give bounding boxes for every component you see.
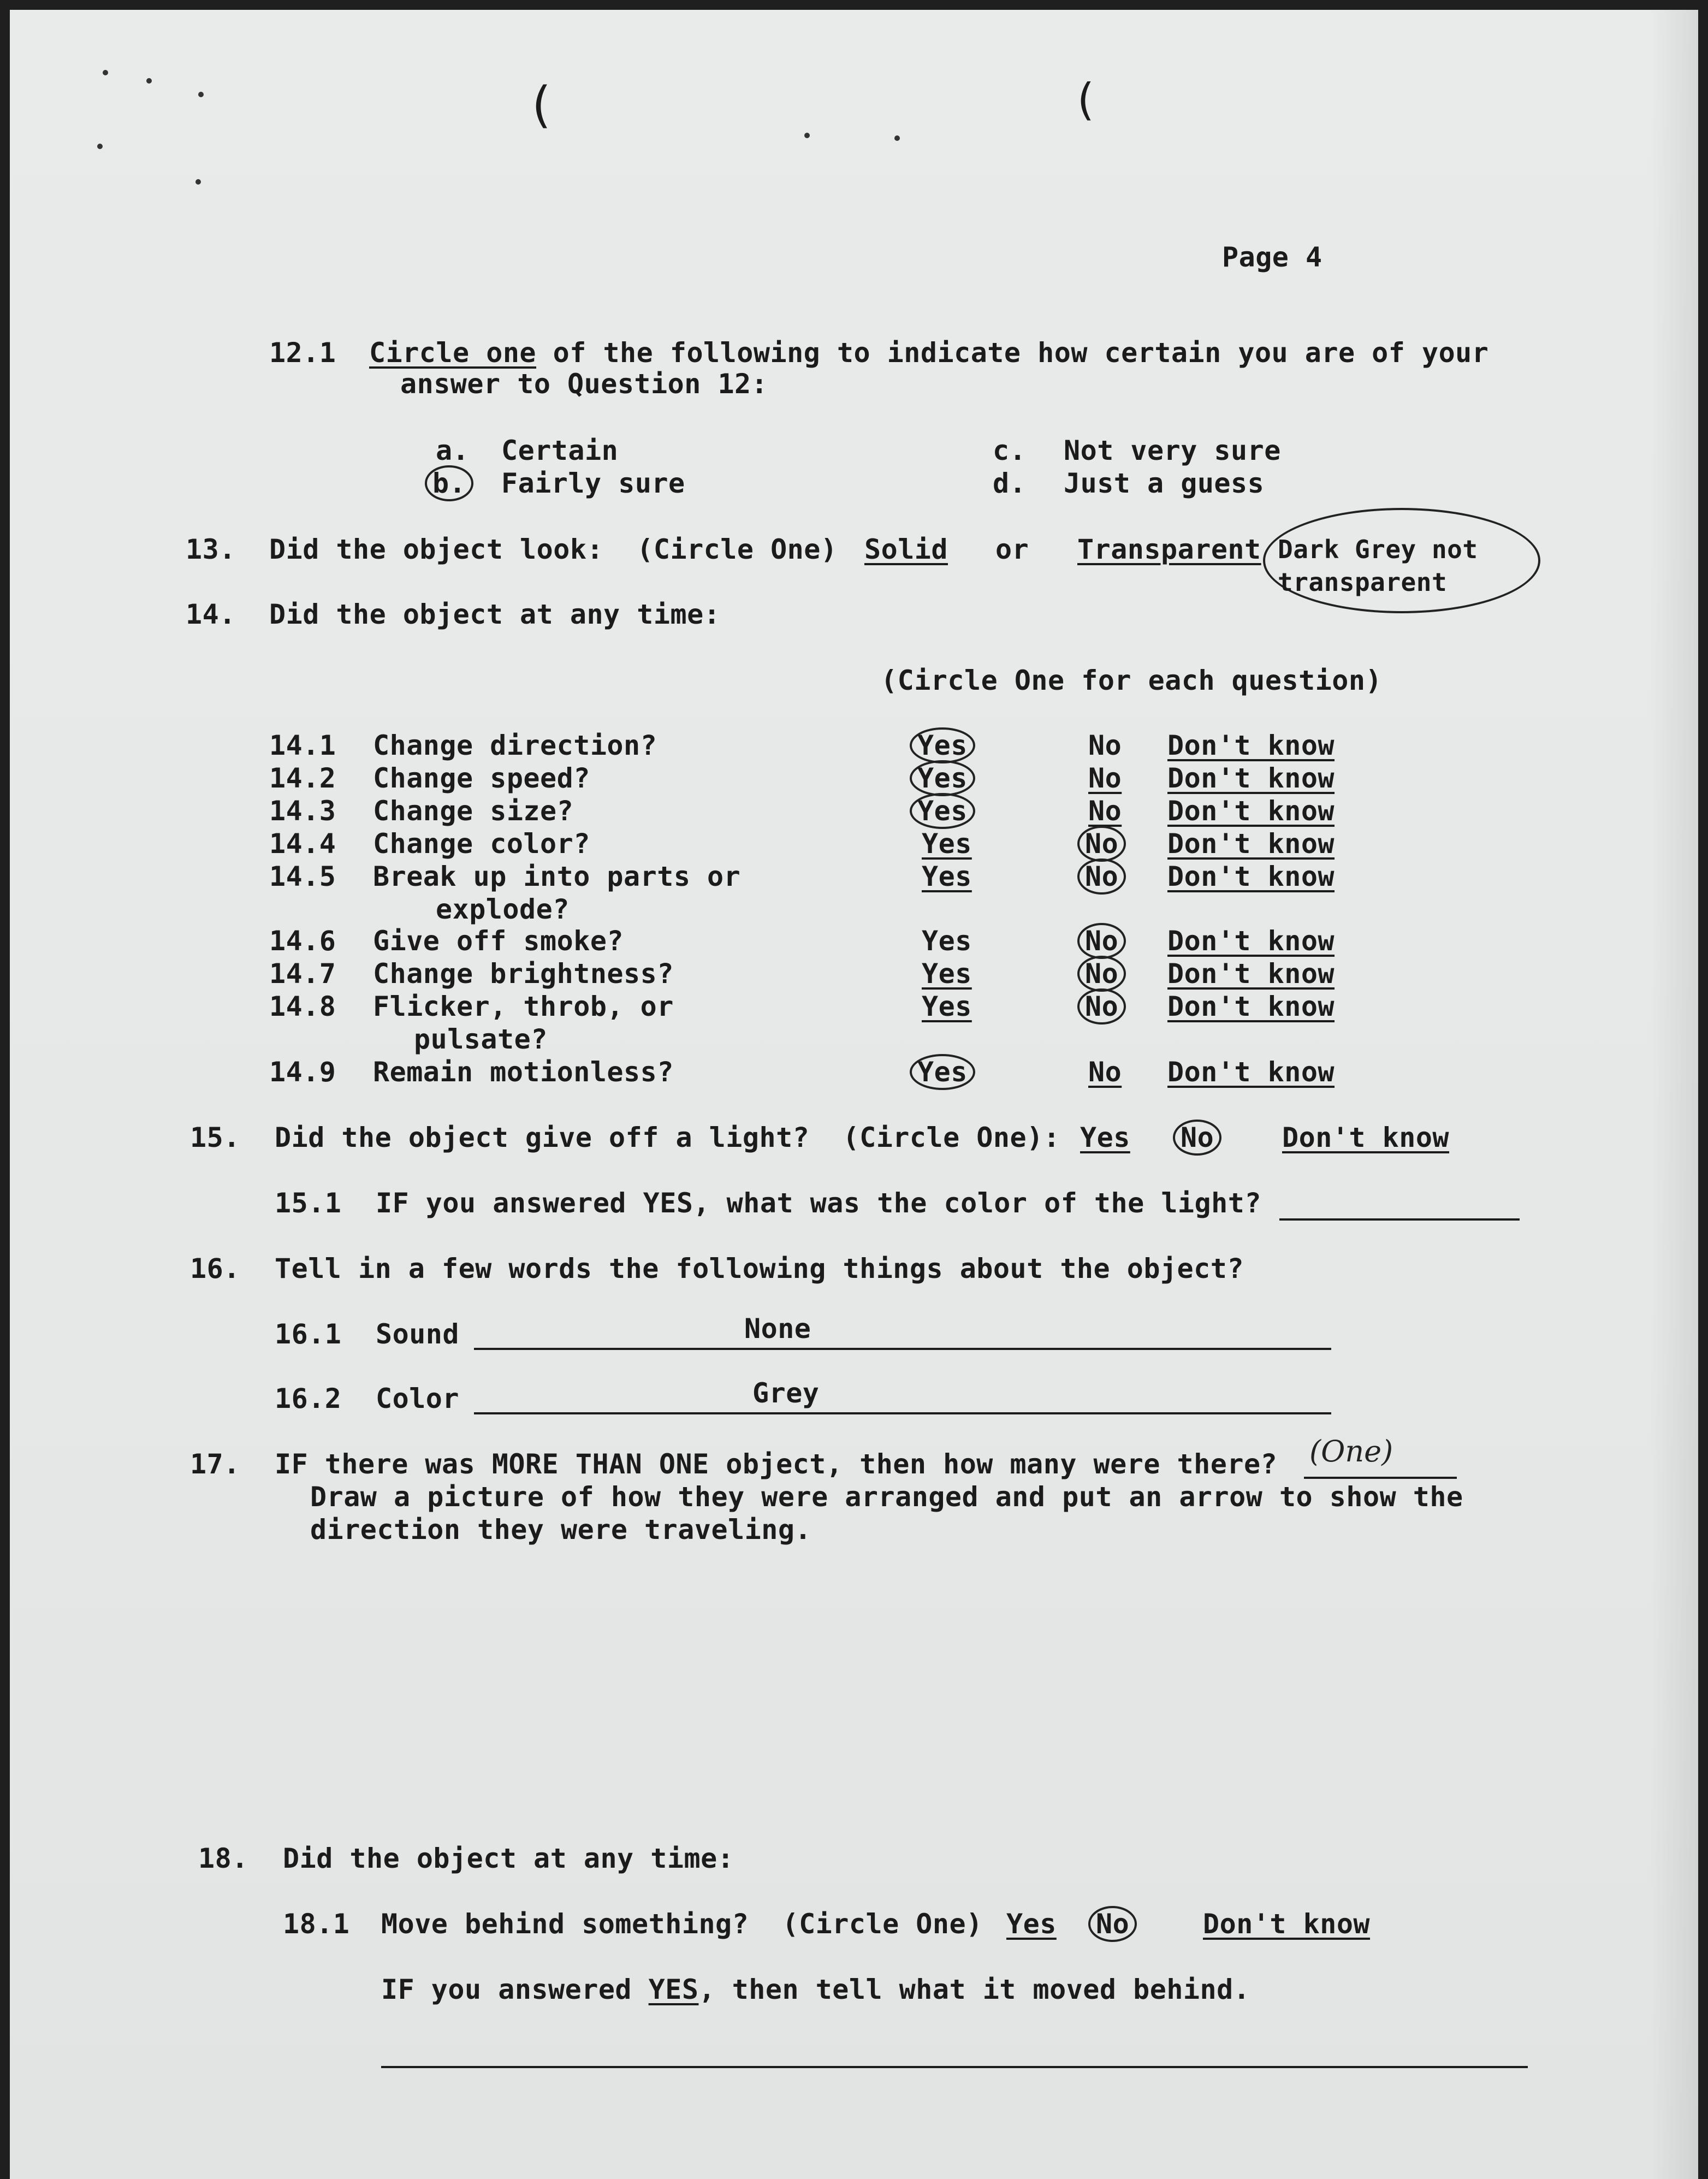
q16-2-answer-line: [474, 1412, 1331, 1414]
q12-1-option-d: Just a guess: [1064, 467, 1265, 499]
q14-4-no: [1077, 828, 1126, 860]
q18-text: Did the object at any time:: [283, 1843, 734, 1874]
q14-6-number: 14.6: [269, 925, 336, 957]
q18-followup: [381, 1976, 1250, 2003]
q18-1-number: 18.1: [283, 1908, 350, 1940]
speck: [97, 144, 103, 149]
speck: [804, 133, 810, 138]
q14-4-number: 14.4: [269, 828, 336, 860]
q14-instruction: (Circle One for each question): [881, 665, 1383, 696]
q15-no: [1173, 1124, 1221, 1151]
q16-1-value: None: [744, 1313, 811, 1345]
q18-followup-part2: , then tell what it moved behind.: [698, 1974, 1250, 2005]
q14-7-yes: Yes: [922, 958, 972, 990]
q15-1-number: 15.1: [275, 1187, 342, 1219]
q16-1-number: 16.1: [275, 1318, 342, 1350]
q14-2-yes-circled: Yes: [910, 760, 975, 796]
q14-9-dont-know: Don't know: [1167, 1056, 1335, 1088]
q14-6-no: [1077, 927, 1126, 955]
q16-2-value: Grey: [752, 1377, 820, 1409]
q14-9-number: 14.9: [269, 1056, 336, 1088]
q13-option-solid: Solid: [864, 534, 948, 565]
q14-1-dont-know: Don't know: [1167, 730, 1335, 761]
q13-text: Did the object look: (Circle One): [269, 534, 838, 565]
q14-5-no: [1077, 863, 1126, 890]
q14-4-text: Change color?: [373, 828, 590, 860]
q14-6-text: Give off smoke?: [373, 925, 624, 957]
q14-5-text: Break up into parts or: [373, 861, 741, 892]
q14-3-dont-know: Don't know: [1167, 795, 1335, 827]
q12-1-option-b-letter: [425, 467, 473, 499]
q14-1-no: No: [1088, 730, 1122, 761]
q17-number: 17.: [190, 1448, 240, 1480]
q14-3-number: 14.3: [269, 795, 336, 827]
q17-handwritten-answer: (One): [1309, 1434, 1393, 1469]
q14-1-text: Change direction?: [373, 730, 657, 761]
speck: [103, 70, 108, 75]
q14-8-yes: Yes: [922, 991, 972, 1022]
q18-1-text: Move behind something? (Circle One): [381, 1908, 983, 1940]
q14-3-text: Change size?: [373, 795, 574, 827]
q17-text-line2: Draw a picture of how they were arranged and put an arrow to show the: [310, 1481, 1463, 1513]
q14-5-no-circled: No: [1077, 858, 1126, 895]
q12-1-option-c-letter: c.: [993, 435, 1027, 466]
q13-option-transparent: Transparent: [1077, 534, 1261, 565]
q14-text: Did the object at any time:: [269, 599, 721, 630]
q14-8-number: 14.8: [269, 991, 336, 1022]
q15-1-text: IF you answered YES, what was the color of the light?: [376, 1187, 1261, 1219]
q12-1-option-d-letter: d.: [993, 467, 1027, 499]
q14-7-no-circled: No: [1077, 956, 1126, 992]
q18-1-dont-know: Don't know: [1203, 1908, 1371, 1940]
q14-5-text-line2: explode?: [436, 893, 570, 925]
page-number: Page 4: [1222, 241, 1322, 273]
q14-8-text-line2: pulsate?: [414, 1023, 548, 1055]
q14-1-yes-circled: Yes: [910, 727, 975, 763]
q16-1-answer-line: [474, 1348, 1331, 1350]
q13-or: or: [995, 534, 1029, 565]
q14-2-number: 14.2: [269, 762, 336, 794]
q12-1-option-a-letter: a.: [436, 435, 470, 466]
q18-1-yes: Yes: [1006, 1908, 1057, 1940]
q18-answer-line: [381, 2066, 1528, 2068]
q14-8-text: Flicker, throb, or: [373, 991, 674, 1022]
q14-1-yes: [910, 732, 975, 759]
q14-4-no-circled: No: [1077, 826, 1126, 862]
q14-6-no-circled: No: [1077, 923, 1126, 959]
q15-number: 15.: [190, 1122, 240, 1153]
q15-text: Did the object give off a light? (Circle One):: [275, 1122, 1060, 1153]
q15-1-answer-line: [1279, 1218, 1520, 1221]
q14-9-yes-circled: Yes: [910, 1054, 975, 1090]
q18-followup-yes: YES: [648, 1974, 699, 2005]
punch-mark: (: [526, 76, 556, 134]
q16-number: 16.: [190, 1253, 240, 1284]
q15-no-circled: No: [1173, 1120, 1221, 1156]
punch-mark: (: [1072, 74, 1099, 125]
q14-9-text: Remain motionless?: [373, 1056, 674, 1088]
q12-1-lead: Circle one: [369, 337, 537, 369]
speck: [198, 92, 204, 97]
q16-2-number: 16.2: [275, 1383, 342, 1414]
q14-1-number: 14.1: [269, 730, 336, 761]
q15-dont-know: Don't know: [1282, 1122, 1450, 1153]
q14-4-yes: Yes: [922, 828, 972, 860]
q14-5-dont-know: Don't know: [1167, 861, 1335, 892]
q16-text: Tell in a few words the following things about the object?: [275, 1253, 1244, 1284]
q12-1-option-b: Fairly sure: [501, 467, 685, 499]
q12-1-option-a: Certain: [501, 435, 619, 466]
q16-1-label: Sound: [376, 1318, 460, 1350]
q12-1-option-c: Not very sure: [1064, 435, 1281, 466]
q14-3-no: No: [1088, 795, 1122, 827]
q13-note-line2: transparent: [1278, 567, 1448, 597]
q14-2-text: Change speed?: [373, 762, 590, 794]
q12-1-text-line2: answer to Question 12:: [400, 368, 768, 400]
q17-text-line1: IF there was MORE THAN ONE object, then how many were there?: [275, 1448, 1278, 1480]
q12-1-option-b-circled: b.: [425, 465, 473, 501]
q14-8-dont-know: Don't know: [1167, 991, 1335, 1022]
q14-7-no: [1077, 958, 1126, 990]
document-page: [10, 10, 1698, 2179]
q18-number: 18.: [198, 1843, 248, 1874]
q13-number: 13.: [186, 534, 236, 565]
q13-note-line1: Dark Grey not: [1278, 535, 1478, 564]
q14-2-no: No: [1088, 762, 1122, 794]
q14-9-no: No: [1088, 1056, 1122, 1088]
q14-8-no: [1077, 993, 1126, 1020]
q12-1-number: 12.1: [269, 337, 336, 369]
q14-3-yes-circled: Yes: [910, 793, 975, 829]
q14-7-number: 14.7: [269, 958, 336, 990]
page-edge-shadow: [1649, 10, 1698, 2179]
q14-6-yes: Yes: [922, 925, 972, 957]
q14-4-dont-know: Don't know: [1167, 828, 1335, 860]
q14-5-yes: Yes: [922, 861, 972, 892]
q18-followup-part1: IF you answered: [381, 1974, 649, 2005]
q14-2-yes: [910, 762, 975, 794]
q12-1-text-line1: of the following to indicate how certain you are of your: [536, 337, 1489, 369]
q12-1-text: [369, 337, 1489, 369]
speck: [894, 135, 900, 141]
speck: [146, 78, 152, 84]
q14-number: 14.: [186, 599, 236, 630]
q18-1-no-circled: No: [1088, 1906, 1137, 1942]
q14-5-number: 14.5: [269, 861, 336, 892]
q15-yes: Yes: [1080, 1122, 1130, 1153]
q14-3-yes: [910, 797, 975, 825]
q18-1-no: [1088, 1910, 1137, 1938]
q14-2-dont-know: Don't know: [1167, 762, 1335, 794]
q17-answer-line: [1304, 1477, 1457, 1479]
q14-7-text: Change brightness?: [373, 958, 674, 990]
q14-7-dont-know: Don't know: [1167, 958, 1335, 990]
q14-8-no-circled: No: [1077, 988, 1126, 1025]
q14-6-dont-know: Don't know: [1167, 925, 1335, 957]
q14-9-yes: [910, 1058, 975, 1086]
q16-2-label: Color: [376, 1383, 460, 1414]
q17-text-line3: direction they were traveling.: [310, 1514, 812, 1546]
speck: [195, 179, 201, 185]
